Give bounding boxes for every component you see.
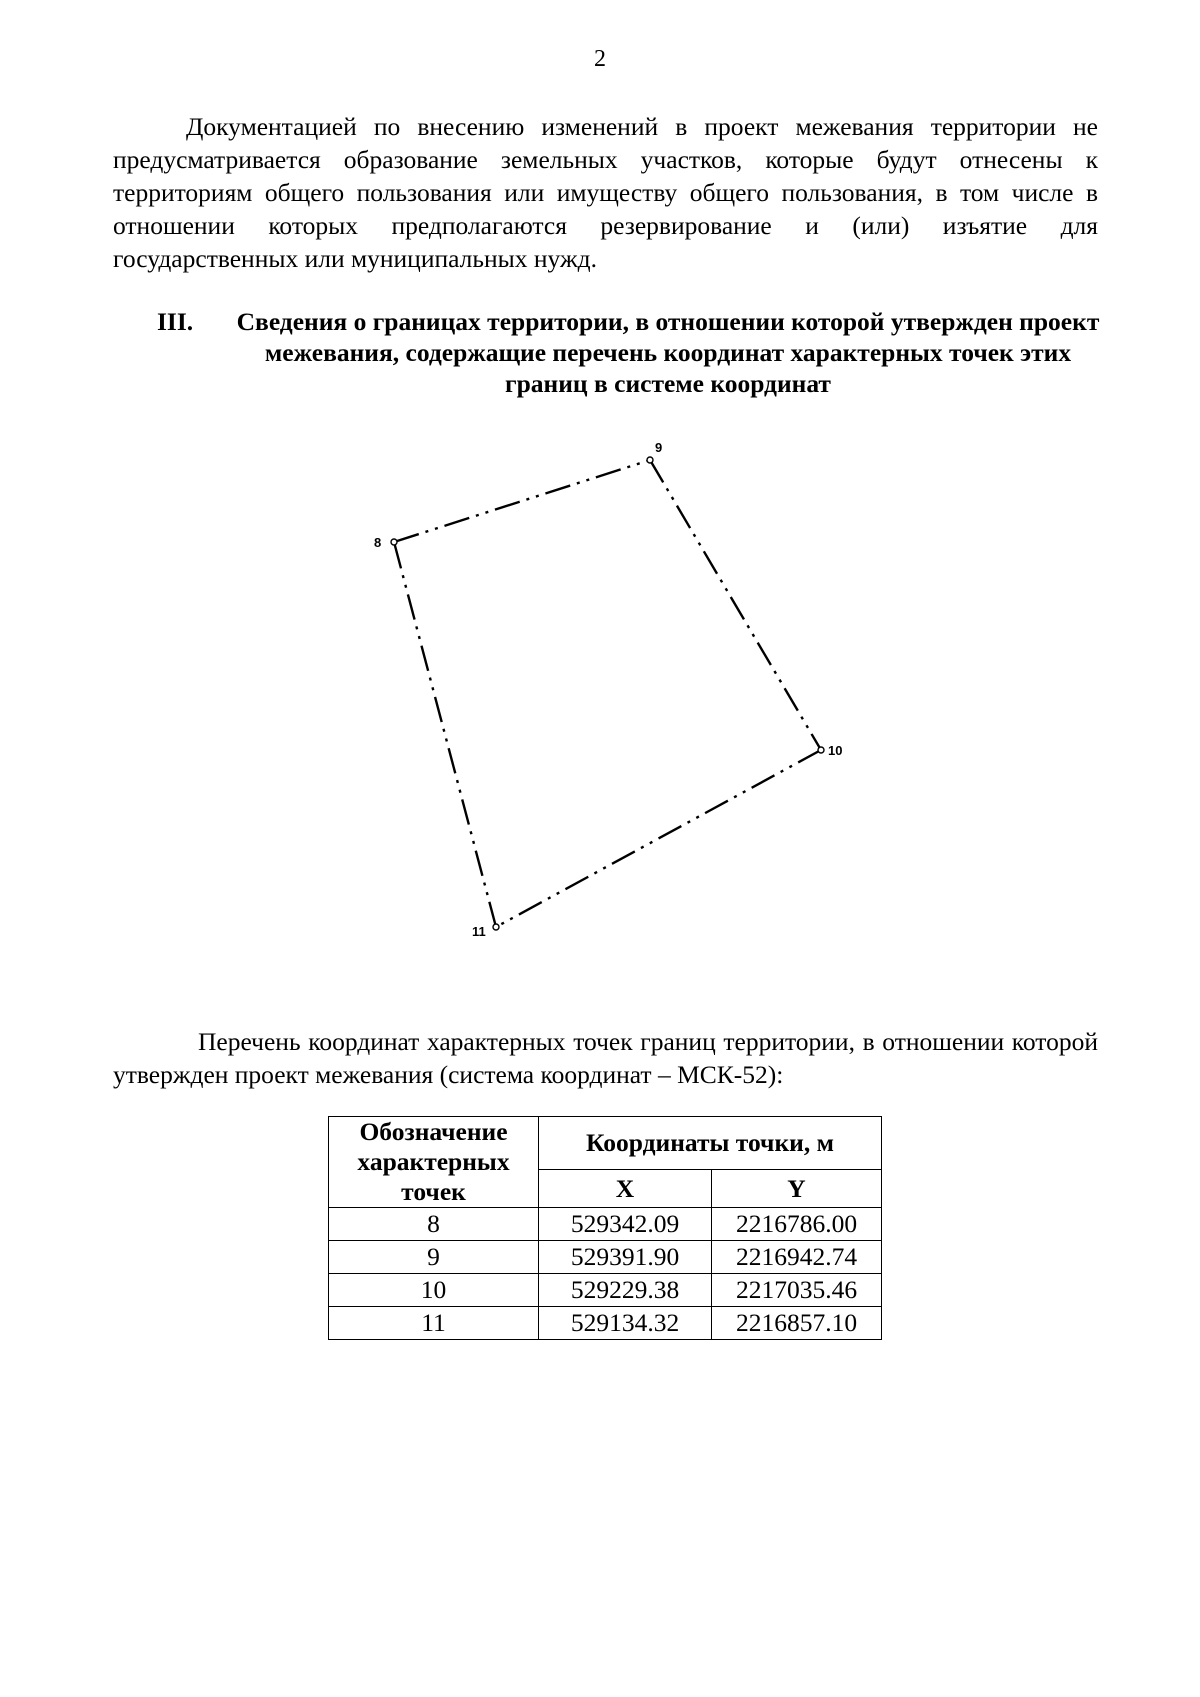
header-y: Y	[712, 1170, 882, 1208]
cell-x: 529229.38	[539, 1274, 712, 1307]
point-8-label: 8	[374, 535, 382, 550]
boundary-scheme	[360, 430, 920, 970]
cell-point-name: 10	[329, 1274, 539, 1307]
header-coordinates: Координаты точки, м	[539, 1117, 882, 1170]
cell-x: 529342.09	[539, 1208, 712, 1241]
point-11-marker	[493, 924, 499, 930]
header-point-name: Обозначение характерных точек	[329, 1117, 539, 1208]
page-number: 2	[594, 46, 606, 72]
table-row	[329, 1241, 882, 1274]
boundary-segment-11-8	[394, 542, 496, 927]
table-row	[329, 1274, 882, 1307]
intro-paragraph: Документацией по внесению изменений в проект межевания территории не предусматривается образование земельных участков, которые будут отнесены к территориям общего пользования или имуществу общего пользования, в том числе в отношении которых предполагаются резервирование и (или) изъятие для государственных или муниципальных нужд.	[113, 112, 1098, 273]
coordinates-list-caption: Перечень координат характерных точек границ территории, в отношении которой утвержден проект межевания (система координат – МСК-52):	[113, 1027, 1098, 1089]
table-row	[329, 1208, 882, 1241]
cell-point-name: 9	[329, 1241, 539, 1274]
section-number: III.	[157, 307, 194, 336]
boundary-segment-10-11	[496, 750, 821, 927]
boundary-lines	[394, 460, 821, 927]
boundary-segment-8-9	[394, 460, 650, 542]
coordinates-table	[328, 1116, 882, 1340]
point-11-label: 11	[472, 924, 486, 939]
boundary-segment-9-10	[650, 460, 821, 750]
point-9-label: 9	[655, 440, 663, 455]
point-10-marker	[818, 747, 824, 753]
cell-point-name: 11	[329, 1307, 539, 1340]
cell-y: 2216942.74	[712, 1241, 882, 1274]
point-8-marker	[391, 539, 397, 545]
cell-y: 2216857.10	[712, 1307, 882, 1340]
point-10-label: 10	[828, 743, 843, 758]
table-row	[329, 1307, 882, 1340]
section-title: Сведения о границах территории, в отношении которой утвержден проект межевания, содержащие перечень координат характерных точек этих границ в системе координат	[236, 307, 1100, 398]
point-9-marker	[647, 457, 653, 463]
cell-y: 2216786.00	[712, 1208, 882, 1241]
cell-x: 529134.32	[539, 1307, 712, 1340]
header-x: X	[539, 1170, 712, 1208]
cell-x: 529391.90	[539, 1241, 712, 1274]
cell-y: 2217035.46	[712, 1274, 882, 1307]
cell-point-name: 8	[329, 1208, 539, 1241]
